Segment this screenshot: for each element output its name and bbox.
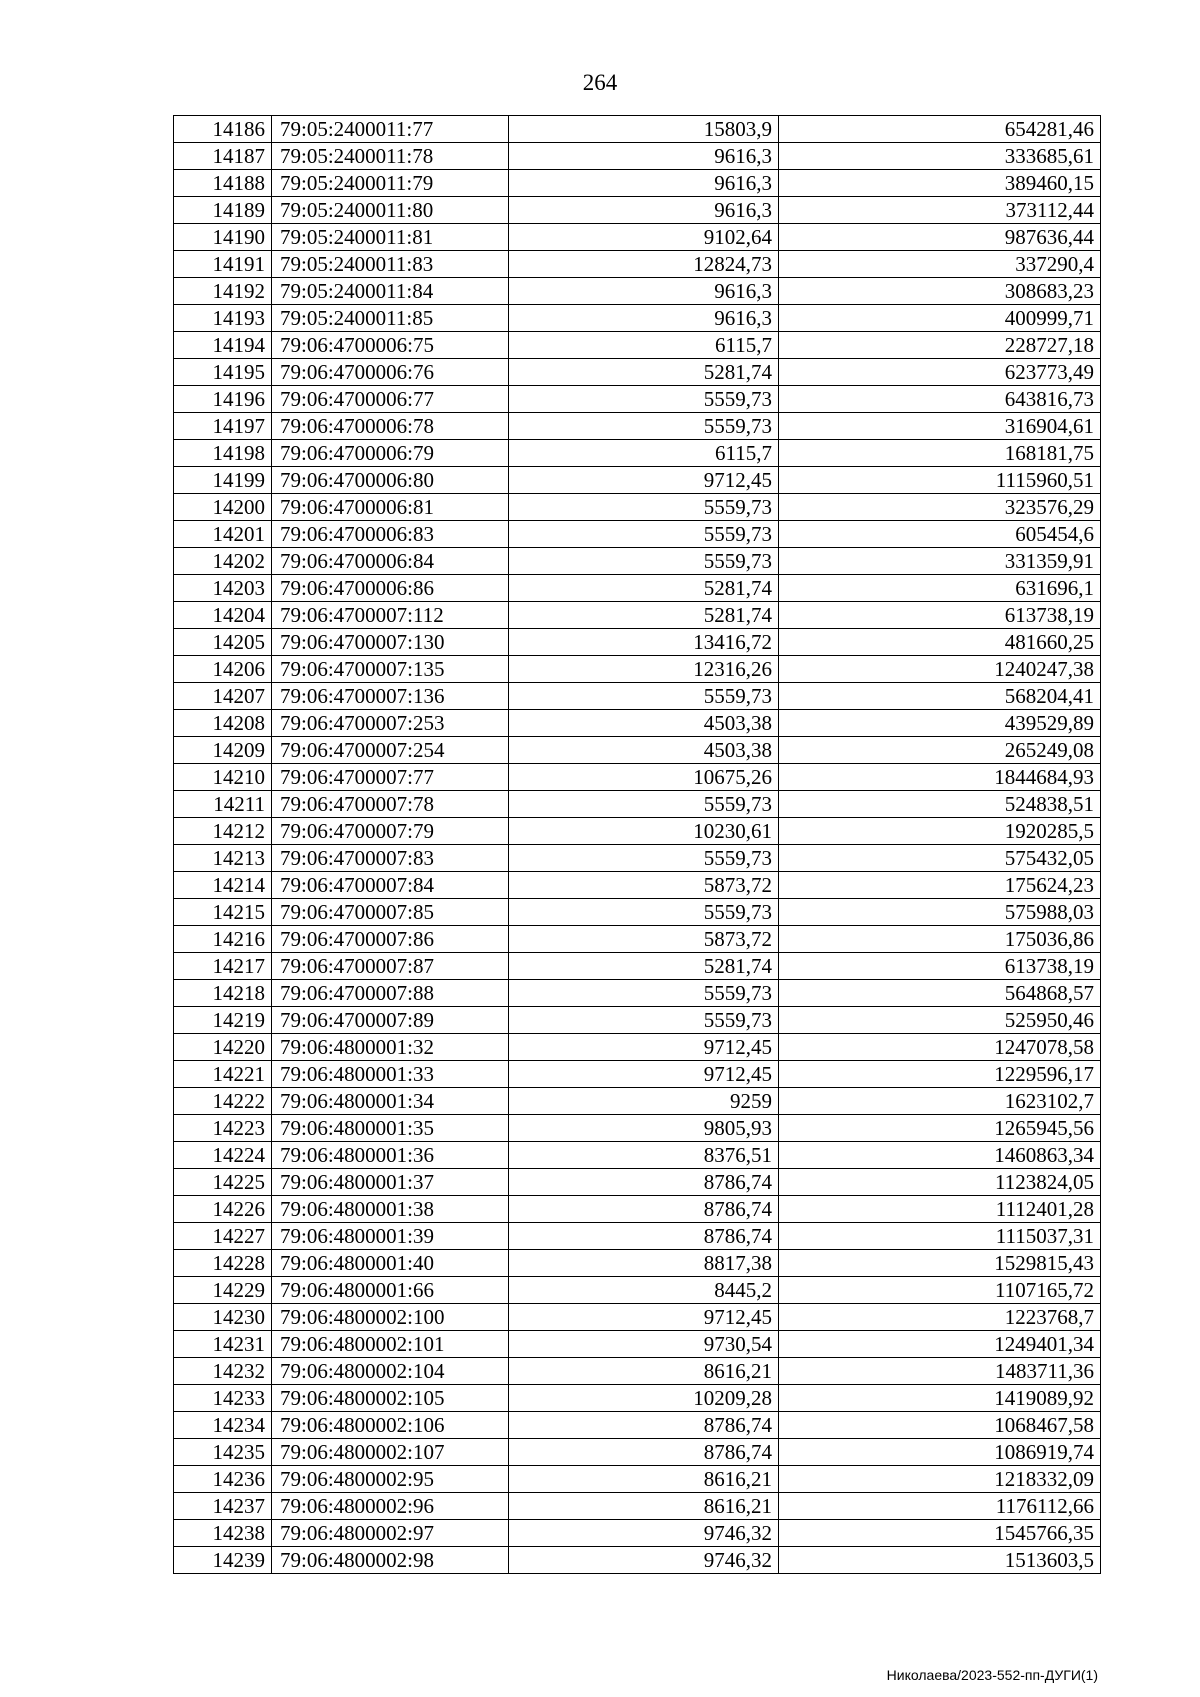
area-value-cell: 9746,32 (509, 1547, 779, 1574)
area-value-cell: 5559,73 (509, 899, 779, 926)
row-number-cell: 14206 (174, 656, 272, 683)
cadastral-value-cell: 1176112,66 (779, 1493, 1101, 1520)
cadastral-value-cell: 389460,15 (779, 170, 1101, 197)
cadastral-number-cell: 79:06:4700007:86 (272, 926, 509, 953)
row-number-cell: 14232 (174, 1358, 272, 1385)
cadastral-value-cell: 323576,29 (779, 494, 1101, 521)
cadastral-value-cell: 337290,4 (779, 251, 1101, 278)
cadastral-number-cell: 79:06:4700007:83 (272, 845, 509, 872)
table-row (174, 926, 1101, 953)
area-value-cell: 9712,45 (509, 1304, 779, 1331)
cadastral-value-cell: 654281,46 (779, 116, 1101, 143)
cadastral-number-cell: 79:05:2400011:81 (272, 224, 509, 251)
cadastral-number-cell: 79:06:4700006:83 (272, 521, 509, 548)
cadastral-number-cell: 79:06:4700007:78 (272, 791, 509, 818)
cadastral-value-cell: 1240247,38 (779, 656, 1101, 683)
area-value-cell: 5559,73 (509, 413, 779, 440)
cadastral-number-cell: 79:06:4700006:75 (272, 332, 509, 359)
table-row (174, 467, 1101, 494)
cadastral-value-cell: 1229596,17 (779, 1061, 1101, 1088)
registry-table-body (174, 116, 1101, 1574)
cadastral-number-cell: 79:06:4800002:101 (272, 1331, 509, 1358)
table-row (174, 1088, 1101, 1115)
row-number-cell: 14188 (174, 170, 272, 197)
row-number-cell: 14192 (174, 278, 272, 305)
table-row (174, 683, 1101, 710)
cadastral-number-cell: 79:06:4800002:95 (272, 1466, 509, 1493)
cadastral-number-cell: 79:06:4800001:39 (272, 1223, 509, 1250)
cadastral-number-cell: 79:06:4700007:112 (272, 602, 509, 629)
area-value-cell: 6115,7 (509, 440, 779, 467)
table-row (174, 1385, 1101, 1412)
row-number-cell: 14215 (174, 899, 272, 926)
cadastral-value-cell: 525950,46 (779, 1007, 1101, 1034)
row-number-cell: 14193 (174, 305, 272, 332)
area-value-cell: 15803,9 (509, 116, 779, 143)
row-number-cell: 14210 (174, 764, 272, 791)
row-number-cell: 14201 (174, 521, 272, 548)
area-value-cell: 9259 (509, 1088, 779, 1115)
area-value-cell: 9746,32 (509, 1520, 779, 1547)
area-value-cell: 8786,74 (509, 1412, 779, 1439)
table-row (174, 1250, 1101, 1277)
row-number-cell: 14205 (174, 629, 272, 656)
row-number-cell: 14223 (174, 1115, 272, 1142)
area-value-cell: 5873,72 (509, 872, 779, 899)
cadastral-value-cell: 316904,61 (779, 413, 1101, 440)
cadastral-number-cell: 79:06:4800001:35 (272, 1115, 509, 1142)
cadastral-value-cell: 175036,86 (779, 926, 1101, 953)
area-value-cell: 5559,73 (509, 494, 779, 521)
area-value-cell: 9616,3 (509, 170, 779, 197)
area-value-cell: 13416,72 (509, 629, 779, 656)
cadastral-number-cell: 79:05:2400011:83 (272, 251, 509, 278)
table-row (174, 980, 1101, 1007)
cadastral-number-cell: 79:06:4800002:100 (272, 1304, 509, 1331)
table-row (174, 818, 1101, 845)
cadastral-number-cell: 79:06:4700006:79 (272, 440, 509, 467)
cadastral-value-cell: 333685,61 (779, 143, 1101, 170)
cadastral-value-cell: 373112,44 (779, 197, 1101, 224)
table-row (174, 251, 1101, 278)
cadastral-number-cell: 79:06:4700007:130 (272, 629, 509, 656)
cadastral-number-cell: 79:06:4700007:77 (272, 764, 509, 791)
cadastral-value-cell: 439529,89 (779, 710, 1101, 737)
cadastral-value-cell: 1123824,05 (779, 1169, 1101, 1196)
row-number-cell: 14225 (174, 1169, 272, 1196)
cadastral-value-cell: 1112401,28 (779, 1196, 1101, 1223)
cadastral-number-cell: 79:06:4800002:96 (272, 1493, 509, 1520)
area-value-cell: 5559,73 (509, 980, 779, 1007)
cadastral-value-cell: 613738,19 (779, 602, 1101, 629)
cadastral-value-cell: 1460863,34 (779, 1142, 1101, 1169)
area-value-cell: 10209,28 (509, 1385, 779, 1412)
area-value-cell: 10675,26 (509, 764, 779, 791)
cadastral-value-cell: 575988,03 (779, 899, 1101, 926)
row-number-cell: 14237 (174, 1493, 272, 1520)
area-value-cell: 10230,61 (509, 818, 779, 845)
row-number-cell: 14189 (174, 197, 272, 224)
area-value-cell: 4503,38 (509, 737, 779, 764)
table-row (174, 521, 1101, 548)
cadastral-value-cell: 228727,18 (779, 332, 1101, 359)
cadastral-number-cell: 79:05:2400011:77 (272, 116, 509, 143)
table-row (174, 1358, 1101, 1385)
area-value-cell: 6115,7 (509, 332, 779, 359)
cadastral-value-cell: 524838,51 (779, 791, 1101, 818)
cadastral-value-cell: 1623102,7 (779, 1088, 1101, 1115)
area-value-cell: 8616,21 (509, 1493, 779, 1520)
cadastral-number-cell: 79:06:4800001:40 (272, 1250, 509, 1277)
row-number-cell: 14209 (174, 737, 272, 764)
cadastral-value-cell: 1223768,7 (779, 1304, 1101, 1331)
area-value-cell: 5559,73 (509, 683, 779, 710)
cadastral-value-cell: 1920285,5 (779, 818, 1101, 845)
area-value-cell: 9616,3 (509, 278, 779, 305)
cadastral-number-cell: 79:06:4800001:34 (272, 1088, 509, 1115)
cadastral-value-cell: 1249401,34 (779, 1331, 1101, 1358)
cadastral-number-cell: 79:06:4800001:32 (272, 1034, 509, 1061)
cadastral-number-cell: 79:06:4800002:105 (272, 1385, 509, 1412)
row-number-cell: 14197 (174, 413, 272, 440)
cadastral-number-cell: 79:05:2400011:85 (272, 305, 509, 332)
cadastral-value-cell: 1107165,72 (779, 1277, 1101, 1304)
row-number-cell: 14214 (174, 872, 272, 899)
area-value-cell: 5559,73 (509, 845, 779, 872)
cadastral-value-cell: 605454,6 (779, 521, 1101, 548)
table-row (174, 1277, 1101, 1304)
cadastral-number-cell: 79:06:4700006:76 (272, 359, 509, 386)
row-number-cell: 14221 (174, 1061, 272, 1088)
area-value-cell: 5559,73 (509, 1007, 779, 1034)
cadastral-value-cell: 1545766,35 (779, 1520, 1101, 1547)
table-row (174, 953, 1101, 980)
area-value-cell: 5873,72 (509, 926, 779, 953)
area-value-cell: 8616,21 (509, 1466, 779, 1493)
table-row (174, 386, 1101, 413)
cadastral-value-cell: 1483711,36 (779, 1358, 1101, 1385)
table-row (174, 359, 1101, 386)
row-number-cell: 14207 (174, 683, 272, 710)
cadastral-number-cell: 79:06:4800001:38 (272, 1196, 509, 1223)
table-row (174, 332, 1101, 359)
cadastral-value-cell: 1115960,51 (779, 467, 1101, 494)
cadastral-value-cell: 1419089,92 (779, 1385, 1101, 1412)
row-number-cell: 14222 (174, 1088, 272, 1115)
row-number-cell: 14211 (174, 791, 272, 818)
cadastral-value-cell: 331359,91 (779, 548, 1101, 575)
table-row (174, 710, 1101, 737)
cadastral-number-cell: 79:06:4700007:89 (272, 1007, 509, 1034)
table-row (174, 170, 1101, 197)
cadastral-value-cell: 1247078,58 (779, 1034, 1101, 1061)
row-number-cell: 14196 (174, 386, 272, 413)
area-value-cell: 5281,74 (509, 359, 779, 386)
row-number-cell: 14202 (174, 548, 272, 575)
cadastral-number-cell: 79:06:4700007:79 (272, 818, 509, 845)
table-row (174, 899, 1101, 926)
row-number-cell: 14198 (174, 440, 272, 467)
table-row (174, 224, 1101, 251)
area-value-cell: 9616,3 (509, 143, 779, 170)
cadastral-number-cell: 79:06:4700007:87 (272, 953, 509, 980)
row-number-cell: 14233 (174, 1385, 272, 1412)
cadastral-number-cell: 79:06:4700006:86 (272, 575, 509, 602)
table-row (174, 764, 1101, 791)
cadastral-value-cell: 1513603,5 (779, 1547, 1101, 1574)
row-number-cell: 14238 (174, 1520, 272, 1547)
document-footer-code: Николаева/2023-552-пп-ДУГИ(1) (886, 1667, 1098, 1683)
row-number-cell: 14191 (174, 251, 272, 278)
row-number-cell: 14235 (174, 1439, 272, 1466)
cadastral-value-cell: 1265945,56 (779, 1115, 1101, 1142)
table-row (174, 791, 1101, 818)
table-row (174, 1304, 1101, 1331)
area-value-cell: 5559,73 (509, 521, 779, 548)
area-value-cell: 8616,21 (509, 1358, 779, 1385)
cadastral-number-cell: 79:06:4800002:106 (272, 1412, 509, 1439)
row-number-cell: 14231 (174, 1331, 272, 1358)
table-row (174, 1169, 1101, 1196)
cadastral-number-cell: 79:06:4700007:136 (272, 683, 509, 710)
cadastral-number-cell: 79:06:4700006:77 (272, 386, 509, 413)
area-value-cell: 12316,26 (509, 656, 779, 683)
cadastral-value-cell: 175624,23 (779, 872, 1101, 899)
area-value-cell: 8376,51 (509, 1142, 779, 1169)
page-number: 264 (582, 70, 618, 95)
row-number-cell: 14230 (174, 1304, 272, 1331)
cadastral-value-cell: 613738,19 (779, 953, 1101, 980)
table-row (174, 737, 1101, 764)
cadastral-value-cell: 168181,75 (779, 440, 1101, 467)
table-row (174, 602, 1101, 629)
cadastral-number-cell: 79:05:2400011:80 (272, 197, 509, 224)
row-number-cell: 14218 (174, 980, 272, 1007)
cadastral-value-cell: 308683,23 (779, 278, 1101, 305)
area-value-cell: 5559,73 (509, 791, 779, 818)
table-row (174, 629, 1101, 656)
cadastral-number-cell: 79:06:4800002:98 (272, 1547, 509, 1574)
table-row (174, 1493, 1101, 1520)
table-row (174, 305, 1101, 332)
cadastral-value-cell: 575432,05 (779, 845, 1101, 872)
area-value-cell: 4503,38 (509, 710, 779, 737)
table-row (174, 1196, 1101, 1223)
area-value-cell: 5281,74 (509, 602, 779, 629)
row-number-cell: 14229 (174, 1277, 272, 1304)
table-row (174, 1439, 1101, 1466)
area-value-cell: 9712,45 (509, 1034, 779, 1061)
area-value-cell: 9102,64 (509, 224, 779, 251)
table-row (174, 413, 1101, 440)
row-number-cell: 14203 (174, 575, 272, 602)
cadastral-number-cell: 79:06:4800002:97 (272, 1520, 509, 1547)
row-number-cell: 14228 (174, 1250, 272, 1277)
row-number-cell: 14234 (174, 1412, 272, 1439)
area-value-cell: 5559,73 (509, 386, 779, 413)
cadastral-value-cell: 1844684,93 (779, 764, 1101, 791)
area-value-cell: 9712,45 (509, 467, 779, 494)
area-value-cell: 9712,45 (509, 1061, 779, 1088)
row-number-cell: 14199 (174, 467, 272, 494)
cadastral-number-cell: 79:06:4700007:253 (272, 710, 509, 737)
cadastral-value-cell: 564868,57 (779, 980, 1101, 1007)
area-value-cell: 9730,54 (509, 1331, 779, 1358)
row-number-cell: 14212 (174, 818, 272, 845)
area-value-cell: 9616,3 (509, 305, 779, 332)
table-row (174, 872, 1101, 899)
row-number-cell: 14227 (174, 1223, 272, 1250)
table-row (174, 197, 1101, 224)
cadastral-value-cell: 400999,71 (779, 305, 1101, 332)
cadastral-value-cell: 643816,73 (779, 386, 1101, 413)
table-row (174, 548, 1101, 575)
row-number-cell: 14194 (174, 332, 272, 359)
table-row (174, 278, 1101, 305)
cadastral-number-cell: 79:06:4800002:107 (272, 1439, 509, 1466)
cadastral-number-cell: 79:06:4700007:84 (272, 872, 509, 899)
area-value-cell: 9805,93 (509, 1115, 779, 1142)
table-row (174, 1223, 1101, 1250)
cadastral-number-cell: 79:06:4700007:135 (272, 656, 509, 683)
row-number-cell: 14187 (174, 143, 272, 170)
cadastral-number-cell: 79:06:4700006:84 (272, 548, 509, 575)
table-row (174, 1412, 1101, 1439)
area-value-cell: 8786,74 (509, 1196, 779, 1223)
table-row (174, 440, 1101, 467)
table-row (174, 143, 1101, 170)
cadastral-number-cell: 79:06:4700007:254 (272, 737, 509, 764)
cadastral-value-cell: 1218332,09 (779, 1466, 1101, 1493)
area-value-cell: 8786,74 (509, 1169, 779, 1196)
cadastral-number-cell: 79:06:4700007:85 (272, 899, 509, 926)
row-number-cell: 14213 (174, 845, 272, 872)
row-number-cell: 14239 (174, 1547, 272, 1574)
cadastral-value-cell: 1068467,58 (779, 1412, 1101, 1439)
table-row (174, 1331, 1101, 1358)
cadastral-number-cell: 79:06:4800001:37 (272, 1169, 509, 1196)
cadastral-value-cell: 987636,44 (779, 224, 1101, 251)
table-row (174, 656, 1101, 683)
area-value-cell: 5559,73 (509, 548, 779, 575)
table-row (174, 116, 1101, 143)
row-number-cell: 14186 (174, 116, 272, 143)
table-row (174, 494, 1101, 521)
row-number-cell: 14219 (174, 1007, 272, 1034)
cadastral-number-cell: 79:05:2400011:78 (272, 143, 509, 170)
cadastral-number-cell: 79:05:2400011:79 (272, 170, 509, 197)
cadastral-value-cell: 1529815,43 (779, 1250, 1101, 1277)
table-row (174, 845, 1101, 872)
table-row (174, 1466, 1101, 1493)
table-row (174, 1115, 1101, 1142)
cadastral-number-cell: 79:06:4800001:66 (272, 1277, 509, 1304)
area-value-cell: 8817,38 (509, 1250, 779, 1277)
cadastral-number-cell: 79:06:4700006:80 (272, 467, 509, 494)
table-row (174, 1061, 1101, 1088)
row-number-cell: 14236 (174, 1466, 272, 1493)
cadastral-number-cell: 79:06:4800001:36 (272, 1142, 509, 1169)
table-row (174, 1034, 1101, 1061)
cadastral-number-cell: 79:06:4800001:33 (272, 1061, 509, 1088)
cadastral-number-cell: 79:06:4700006:81 (272, 494, 509, 521)
table-row (174, 575, 1101, 602)
table-row (174, 1142, 1101, 1169)
area-value-cell: 12824,73 (509, 251, 779, 278)
table-row (174, 1547, 1101, 1574)
area-value-cell: 8786,74 (509, 1439, 779, 1466)
area-value-cell: 5281,74 (509, 953, 779, 980)
cadastral-value-cell: 568204,41 (779, 683, 1101, 710)
cadastral-value-cell: 1115037,31 (779, 1223, 1101, 1250)
area-value-cell: 8786,74 (509, 1223, 779, 1250)
row-number-cell: 14224 (174, 1142, 272, 1169)
area-value-cell: 9616,3 (509, 197, 779, 224)
row-number-cell: 14220 (174, 1034, 272, 1061)
row-number-cell: 14216 (174, 926, 272, 953)
area-value-cell: 5281,74 (509, 575, 779, 602)
cadastral-value-cell: 481660,25 (779, 629, 1101, 656)
row-number-cell: 14226 (174, 1196, 272, 1223)
registry-table (173, 115, 1101, 1574)
area-value-cell: 8445,2 (509, 1277, 779, 1304)
cadastral-value-cell: 623773,49 (779, 359, 1101, 386)
row-number-cell: 14208 (174, 710, 272, 737)
cadastral-number-cell: 79:05:2400011:84 (272, 278, 509, 305)
cadastral-value-cell: 1086919,74 (779, 1439, 1101, 1466)
table-row (174, 1007, 1101, 1034)
cadastral-number-cell: 79:06:4700006:78 (272, 413, 509, 440)
row-number-cell: 14195 (174, 359, 272, 386)
table-row (174, 1520, 1101, 1547)
row-number-cell: 14204 (174, 602, 272, 629)
row-number-cell: 14200 (174, 494, 272, 521)
row-number-cell: 14190 (174, 224, 272, 251)
cadastral-number-cell: 79:06:4700007:88 (272, 980, 509, 1007)
cadastral-number-cell: 79:06:4800002:104 (272, 1358, 509, 1385)
cadastral-value-cell: 265249,08 (779, 737, 1101, 764)
row-number-cell: 14217 (174, 953, 272, 980)
cadastral-value-cell: 631696,1 (779, 575, 1101, 602)
